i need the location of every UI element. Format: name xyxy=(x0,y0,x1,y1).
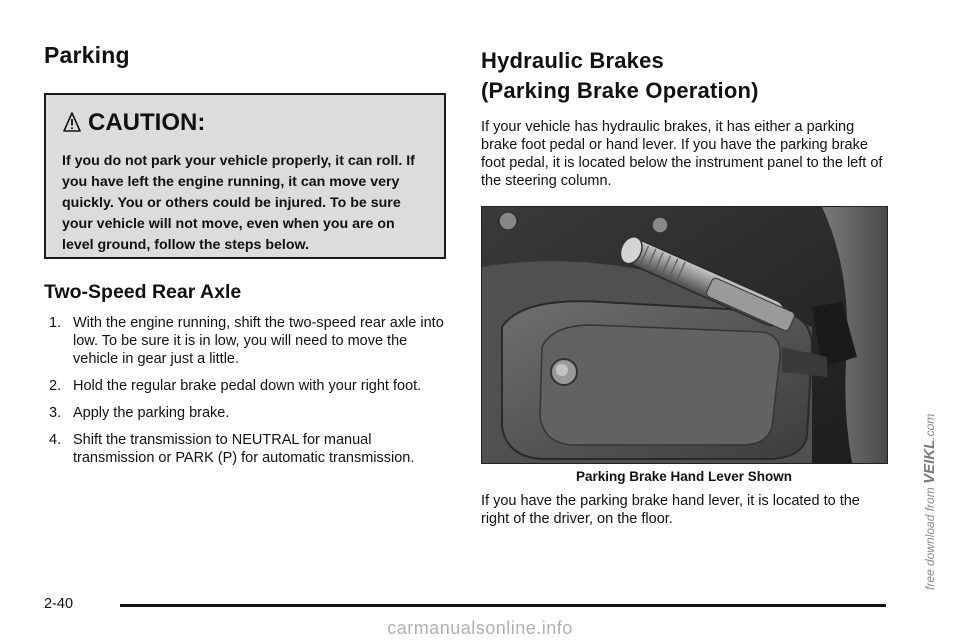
list-item xyxy=(44,431,446,467)
subheading-two-speed-rear-axle: Two-Speed Rear Axle xyxy=(44,281,242,303)
after-figure-paragraph: If you have the parking brake hand lever, it is located to the right of the driver, on the floor. xyxy=(481,493,860,527)
list-item xyxy=(44,314,446,368)
caution-text: If you do not park your vehicle properly, it can roll. If you have left the engine running, it can move very quickly. You or others could be injured. To be sure your vehicle will not move, even when you are on level ground, follow the steps below. xyxy=(62,153,415,253)
step-number: 2. xyxy=(49,378,62,394)
step-number: 4. xyxy=(49,432,62,448)
step-text: With the engine running, shift the two-speed rear axle into low. To be sure it is in low, you will need to move the vehicle in gear just a little. xyxy=(73,315,444,367)
footer-site-url: carmanualsonline.info xyxy=(387,618,573,638)
step-text: Shift the transmission to NEUTRAL for manual transmission or PARK (P) for automatic transmission. xyxy=(73,432,415,466)
steps-list xyxy=(44,314,446,467)
caution-header xyxy=(62,109,430,137)
step-number: 1. xyxy=(49,315,62,331)
caution-triangle-icon xyxy=(62,111,82,135)
step-text: Apply the parking brake. xyxy=(73,405,230,421)
section-heading-parking: Parking xyxy=(44,42,130,68)
caution-title: CAUTION: xyxy=(88,109,206,136)
step-number: 3. xyxy=(49,405,62,421)
list-item xyxy=(44,377,446,395)
side-watermark xyxy=(921,330,938,590)
parking-brake-lever-illustration xyxy=(482,207,887,463)
title-line-1: Hydraulic Brakes xyxy=(481,48,664,73)
right-column xyxy=(481,46,887,528)
caution-box xyxy=(44,93,446,259)
footer-rule xyxy=(120,604,886,607)
title-line-2: (Parking Brake Operation) xyxy=(481,78,759,103)
left-column xyxy=(44,42,446,476)
page-number: 2-40 xyxy=(44,596,74,612)
watermark-suffix: .com xyxy=(923,413,937,440)
figure-caption: Parking Brake Hand Lever Shown xyxy=(575,469,793,484)
parking-brake-photo xyxy=(481,206,888,464)
section-heading-hydraulic-brakes xyxy=(481,46,887,106)
watermark-brand: VEIKL xyxy=(921,439,938,484)
step-text: Hold the regular brake pedal down with your right foot. xyxy=(73,378,422,394)
watermark-prefix: free download from xyxy=(923,487,937,590)
list-item xyxy=(44,404,446,422)
intro-paragraph: If your vehicle has hydraulic brakes, it has either a parking brake foot pedal or hand lever. If you have the parking brake foot pedal, it is located below the instrument panel to the left of the steering column. xyxy=(481,119,883,189)
